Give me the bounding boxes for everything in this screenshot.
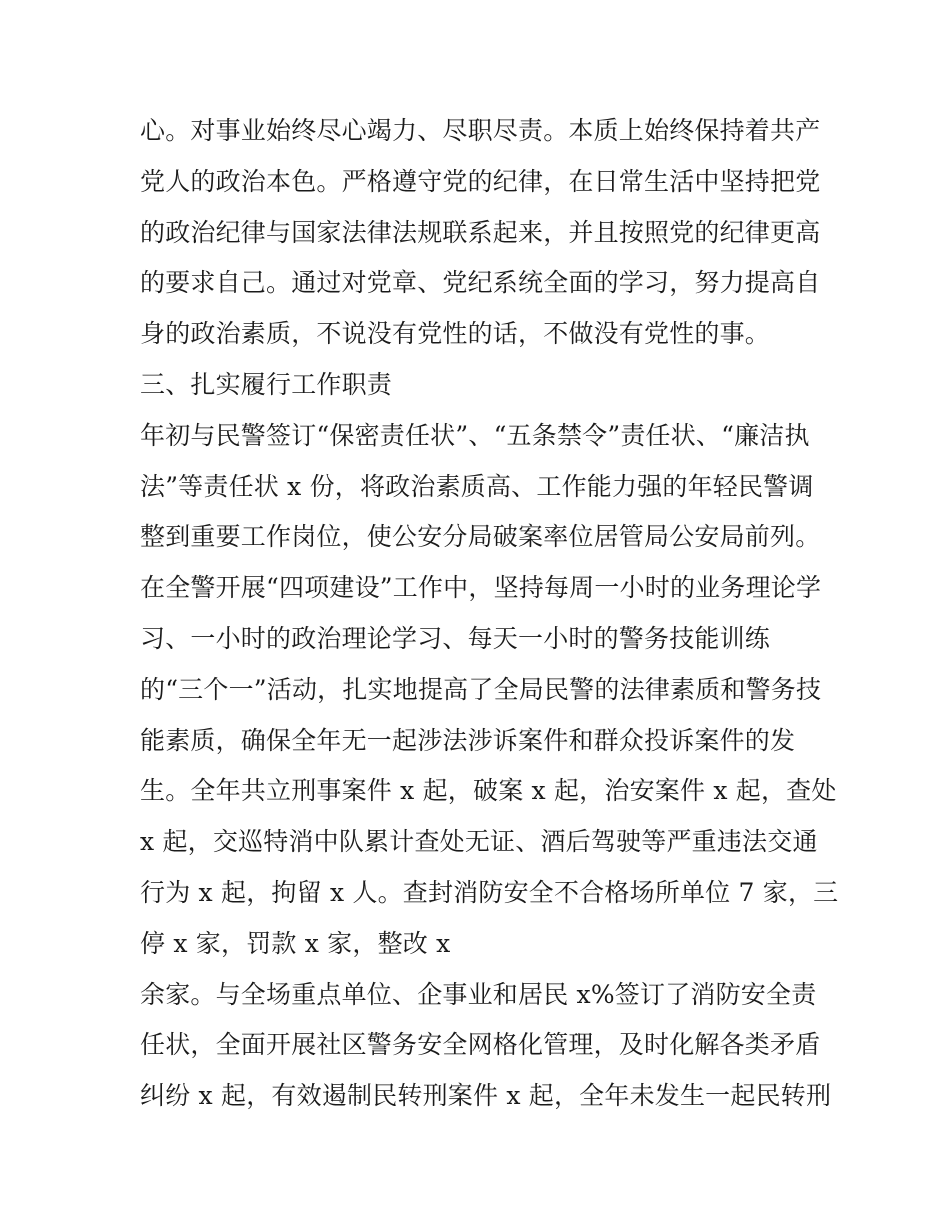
section-heading: 三、扎实履行工作职责 — [140, 369, 393, 399]
text-line-16: 行为 x 起，拘留 x 人。查封消防安全不合格场所单位 7 家，三 — [140, 877, 839, 907]
text-line-10: 在全警开展“四项建设”工作中，坚持每周一小时的业务理论学 — [140, 573, 822, 603]
text-line-17: 停 x 家，罚款 x 家，整改 x — [140, 928, 451, 958]
text-line-20: 纠纷 x 起，有效遏制民转刑案件 x 起，全年未发生一起民转刑 — [140, 1081, 832, 1111]
body-text — [140, 106, 839, 1122]
text-line-12: 的“三个一”活动，扎实地提高了全局民警的法律素质和警务技 — [140, 674, 822, 704]
text-line-15: x 起，交巡特消中队累计查处无证、酒后驾驶等严重违法交通 — [140, 827, 818, 857]
text-line-5: 身的政治素质，不说没有党性的话，不做没有党性的事。 — [140, 319, 771, 349]
text-line-19: 任状，全面开展社区警务安全网格化管理，及时化解各类矛盾 — [140, 1030, 821, 1060]
text-line-2: 党人的政治本色。严格遵守党的纪律，在日常生活中坚持把党 — [140, 166, 821, 196]
text-line-7: 年初与民警签订“保密责任状”、“五条禁令”责任状、“廉洁执 — [140, 420, 810, 450]
text-line-18: 余家。与全场重点单位、企事业和居民 x%签订了消防安全责 — [140, 979, 817, 1009]
text-line-8: 法”等责任状 x 份，将政治素质高、工作能力强的年轻民警调 — [140, 471, 814, 501]
text-line-11: 习、一小时的政治理论学习、每天一小时的警务技能训练 — [140, 623, 771, 653]
text-line-4: 的要求自己。通过对党章、党纪系统全面的学习，努力提高自 — [140, 268, 821, 298]
text-line-14: 生。全年共立刑事案件 x 起，破案 x 起，治安案件 x 起，查处 — [140, 776, 837, 806]
text-line-3: 的政治纪律与国家法律法规联系起来，并且按照党的纪律更高 — [140, 217, 821, 247]
text-line-13: 能素质，确保全年无一起涉法涉诉案件和群众投诉案件的发 — [140, 725, 796, 755]
text-line-1: 心。对事业始终尽心竭力、尽职尽责。本质上始终保持着共产 — [140, 116, 821, 145]
text-line-9: 整到重要工作岗位，使公安分局破案率位居管局公安局前列。 — [140, 522, 821, 552]
